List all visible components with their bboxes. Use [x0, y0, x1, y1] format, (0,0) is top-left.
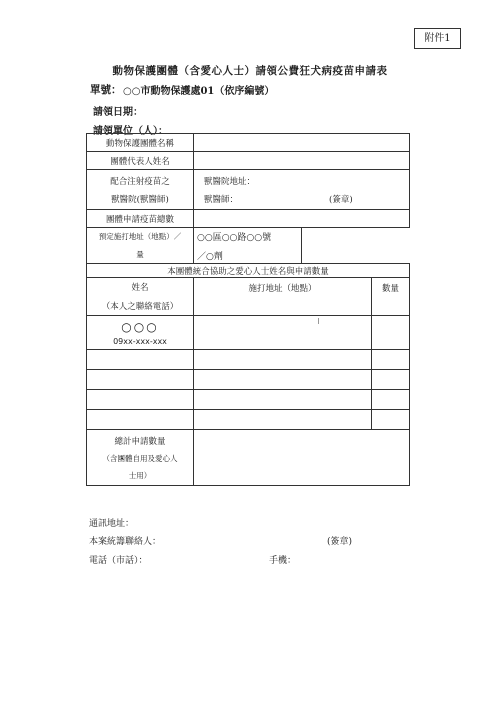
col-name-line1: 姓名 [131, 283, 149, 293]
assist-header: 本團體統合協助之愛心人士姓名與申請數量 [87, 264, 410, 278]
site-value-line2: ／○劑 [197, 251, 223, 262]
name-cell[interactable] [87, 350, 194, 370]
row-site [87, 228, 410, 264]
vet-name-label: 獸醫師： [204, 194, 239, 205]
site-value[interactable] [194, 228, 302, 264]
site-label [87, 228, 194, 264]
vet-label [87, 170, 194, 210]
example-address-cell[interactable] [194, 316, 372, 350]
mobile-label: 手機： [269, 556, 297, 566]
row-vet [87, 170, 410, 210]
table-row [87, 370, 410, 390]
row-column-headers [87, 278, 410, 316]
stray-mark [318, 318, 320, 324]
sum-label [87, 430, 194, 486]
contact-seal-label: (簽章) [327, 537, 353, 547]
contact-label: 本案統籌聯絡人： [89, 537, 162, 547]
row-assist-header [87, 264, 410, 278]
rep-name-field[interactable] [194, 152, 410, 170]
vet-name-row [204, 193, 406, 205]
example-name-cell[interactable] [87, 316, 194, 350]
address-cell[interactable] [194, 390, 372, 410]
address-label: 通訊地址： [89, 519, 135, 529]
row-group-name [87, 134, 410, 152]
group-name-field[interactable] [194, 134, 410, 152]
apply-date-label: 請領日期： [93, 107, 143, 118]
application-table [86, 133, 410, 486]
total-request-label: 團體申請疫苗總數 [87, 210, 194, 228]
vet-field[interactable] [194, 170, 410, 210]
sum-line2: （含團體自用及愛心人 [102, 453, 178, 463]
site-label-line1: 預定施打地址（地點）／ [98, 232, 182, 241]
col-name-line2: （本人之聯絡電話） [101, 302, 179, 312]
table-row [87, 390, 410, 410]
qty-cell[interactable] [372, 410, 410, 430]
example-phone: 09xx-xxx-xxx [113, 336, 167, 346]
row-sum [87, 430, 410, 486]
apply-unit-label: 請領單位（人）： [93, 126, 168, 137]
row-total-request [87, 210, 410, 228]
site-value-line1: ○○區○○路○○號 [197, 232, 272, 243]
qty-cell[interactable] [372, 390, 410, 410]
col-name-header [87, 278, 194, 316]
vet-label-line1: 配合注射疫苗之 [110, 176, 170, 187]
form-number-value: ○○市動物保護處01（依序編號） [123, 86, 275, 97]
table-row [87, 410, 410, 430]
sum-field[interactable] [194, 430, 410, 486]
phone-label: 電話（市話）： [89, 556, 148, 566]
address-cell[interactable] [194, 410, 372, 430]
name-cell[interactable] [87, 410, 194, 430]
vet-seal-label: (簽章) [329, 194, 353, 205]
example-qty-cell[interactable] [372, 316, 410, 350]
form-title: 動物保護團體（含愛心人士）請領公費狂犬病疫苗申請表 [112, 65, 388, 77]
group-name-label: 動物保護團體名稱 [87, 134, 194, 152]
col-address-header: 施打地址（地點） [194, 278, 372, 316]
sum-line3: 士用） [128, 470, 152, 480]
attachment-label: 附件1 [414, 28, 461, 49]
total-request-field[interactable] [194, 210, 410, 228]
qty-cell[interactable] [372, 370, 410, 390]
vet-label-line2: 獸醫院(獸醫師) [111, 194, 169, 205]
site-label-line2: 量 [136, 250, 144, 259]
name-cell[interactable] [87, 370, 194, 390]
address-cell[interactable] [194, 350, 372, 370]
site-blank [302, 228, 410, 264]
table-row [87, 350, 410, 370]
table-row [87, 316, 410, 350]
qty-cell[interactable] [372, 350, 410, 370]
address-cell[interactable] [194, 370, 372, 390]
rep-name-label: 團體代表人姓名 [87, 152, 194, 170]
form-number-label: 單號： [90, 84, 122, 96]
row-rep-name [87, 152, 410, 170]
vet-address-label: 獸醫院地址： [204, 176, 256, 187]
sum-line1: 總計申請數量 [114, 436, 166, 447]
example-name: ○○○ [121, 319, 159, 334]
col-qty-header: 數量 [372, 278, 410, 316]
name-cell[interactable] [87, 390, 194, 410]
